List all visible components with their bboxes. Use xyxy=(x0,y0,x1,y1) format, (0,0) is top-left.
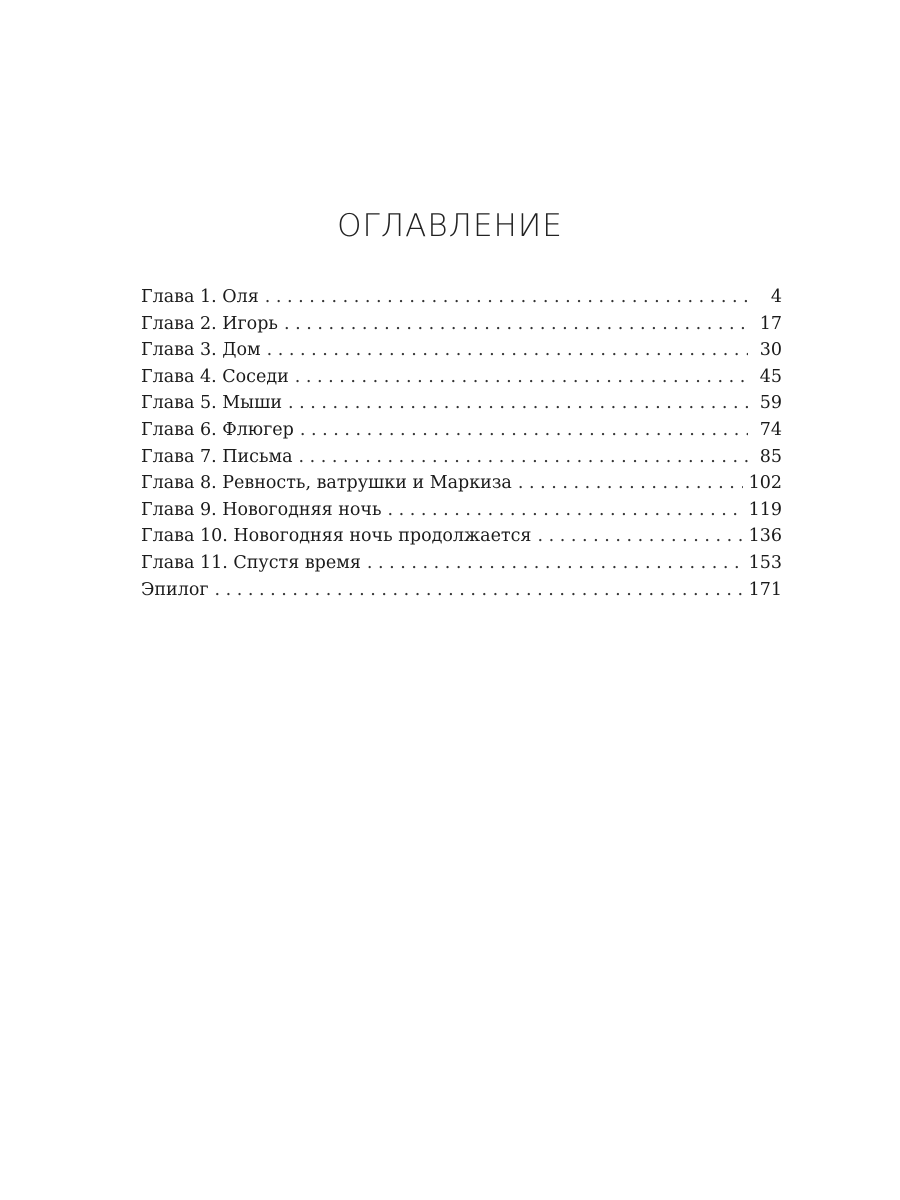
toc-entry[interactable] xyxy=(141,337,782,364)
dot-leader xyxy=(537,523,742,550)
toc-entry-label: Глава 5. Мыши xyxy=(141,393,283,414)
dot-leader xyxy=(367,550,743,577)
toc-entry[interactable] xyxy=(141,364,782,391)
toc-entry[interactable] xyxy=(141,311,782,338)
toc-entry-page: 171 xyxy=(748,579,782,600)
dot-leader xyxy=(267,337,748,364)
toc-entry-page: 119 xyxy=(748,499,782,520)
dot-leader xyxy=(295,364,748,391)
dot-leader xyxy=(284,311,748,338)
toc-entry-label: Глава 10. Новогодняя ночь продолжается xyxy=(141,526,532,547)
toc-entry-label: Глава 8. Ревность, ватрушки и Маркиза xyxy=(141,473,512,494)
toc-entry-page: 59 xyxy=(759,393,782,414)
toc-entry-label: Глава 6. Флюгер xyxy=(141,419,294,440)
toc-entry-page: 136 xyxy=(748,526,782,547)
dot-leader xyxy=(265,284,748,311)
toc-entry-label: Глава 7. Письма xyxy=(141,446,293,467)
page-title: ОГЛАВЛЕНИЕ xyxy=(337,208,563,244)
toc-entry-page: 4 xyxy=(770,287,782,307)
dot-leader xyxy=(388,497,743,524)
toc-entry-page: 153 xyxy=(748,552,782,573)
dot-leader xyxy=(288,390,748,417)
toc-entry[interactable] xyxy=(141,444,782,471)
toc-entry[interactable] xyxy=(141,550,782,577)
toc-entry[interactable] xyxy=(141,390,782,417)
toc-entry[interactable] xyxy=(141,497,782,524)
toc-entry-label: Глава 2. Игорь xyxy=(141,313,278,334)
dot-leader xyxy=(518,470,743,497)
toc-entry[interactable] xyxy=(141,577,782,604)
toc-entry-page: 17 xyxy=(759,313,782,334)
toc-entry-page: 74 xyxy=(759,419,782,440)
toc-entry-label: Эпилог xyxy=(141,579,209,600)
dot-leader xyxy=(215,577,743,604)
toc-entry-page: 45 xyxy=(759,366,782,387)
toc-entry-page: 85 xyxy=(759,446,782,467)
table-of-contents xyxy=(141,284,782,603)
toc-entry[interactable] xyxy=(141,523,782,550)
toc-entry[interactable] xyxy=(141,417,782,444)
toc-entry-label: Глава 3. Дом xyxy=(141,340,261,361)
toc-entry-label: Глава 11. Спустя время xyxy=(141,552,361,573)
toc-entry-page: 102 xyxy=(748,473,782,494)
dot-leader xyxy=(300,417,748,444)
dot-leader xyxy=(299,444,748,471)
toc-entry-label: Глава 9. Новогодняя ночь xyxy=(141,499,382,520)
toc-entry-page: 30 xyxy=(759,340,782,361)
toc-entry[interactable] xyxy=(141,284,782,311)
toc-entry-label: Глава 4. Соседи xyxy=(141,366,289,387)
toc-entry-label: Глава 1. Оля xyxy=(141,287,259,307)
toc-entry[interactable] xyxy=(141,470,782,497)
